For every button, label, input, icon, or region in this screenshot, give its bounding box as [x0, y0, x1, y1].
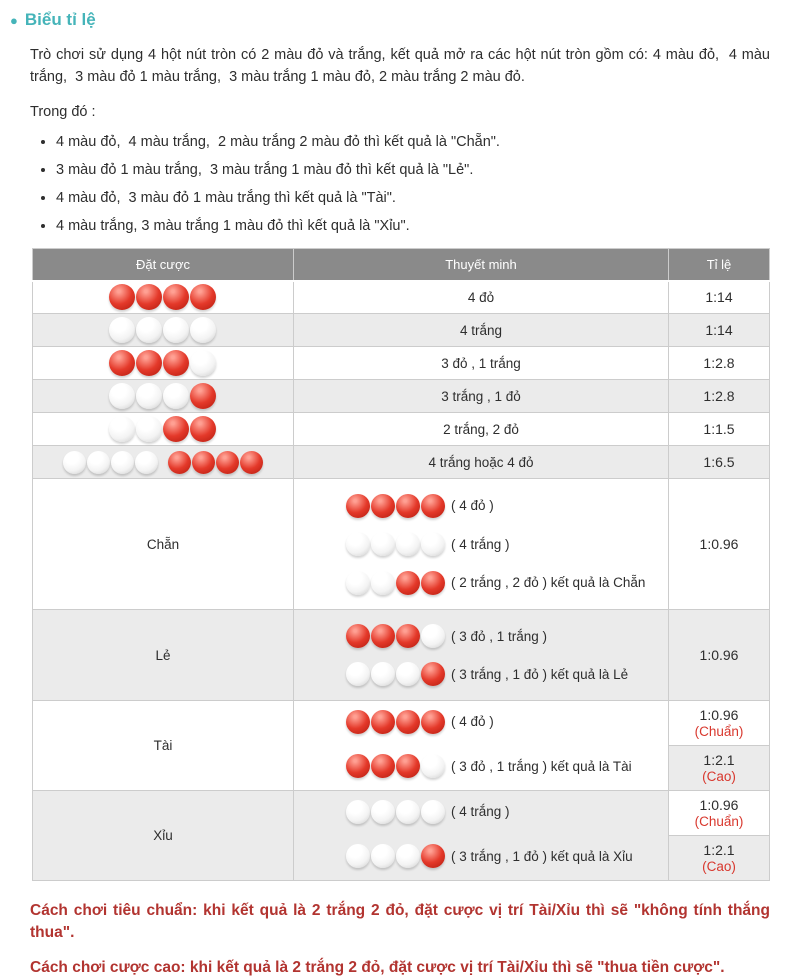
table-row [33, 791, 770, 836]
red-ball-icon [168, 451, 191, 474]
red-ball-icon [421, 571, 445, 595]
red-ball-icon [192, 451, 215, 474]
red-ball-icon [396, 754, 420, 778]
desc-line-text: ( 3 đỏ , 1 trắng ) [451, 628, 548, 644]
desc-line-text: ( 4 đỏ ) [451, 714, 494, 730]
page-title [10, 10, 800, 30]
odds-table [32, 248, 770, 881]
table-row [33, 380, 770, 413]
desc-line [346, 532, 510, 556]
white-ball-icon [135, 451, 158, 474]
white-ball-icon [371, 662, 395, 686]
red-ball-icon [421, 662, 445, 686]
white-ball-icon [111, 451, 134, 474]
bet-label-cell: Lẻ [33, 610, 294, 701]
rate-note: (Chuẩn) [694, 814, 744, 829]
bet-cell [33, 347, 294, 380]
rate-value: 1:2.1 [703, 752, 735, 768]
white-ball-icon [136, 383, 162, 409]
red-ball-icon [346, 494, 370, 518]
rule-item: • 4 màu đỏ, 4 màu trắng, 2 màu trắng 2 màu đỏ thì kết quả là "Chẵn". [56, 133, 770, 151]
rate-cell: 1:2.8 [669, 380, 770, 413]
red-ball-icon [396, 710, 420, 734]
rate-cell: 1:0.96 [669, 610, 770, 701]
desc-line-text: ( 3 trắng , 1 đỏ ) kết quả là Xỉu [451, 848, 633, 864]
white-ball-icon [109, 317, 135, 343]
desc-line [346, 800, 510, 824]
white-ball-icon [163, 383, 189, 409]
white-ball-icon [396, 532, 420, 556]
table-row [33, 610, 770, 701]
rate-cell: 1:1.5 [669, 413, 770, 446]
red-ball-icon [190, 383, 216, 409]
desc-line [346, 662, 628, 686]
white-ball-icon [346, 662, 370, 686]
red-ball-icon [163, 284, 189, 310]
white-ball-icon [396, 662, 420, 686]
bet-label-cell: Chẵn [33, 479, 294, 610]
red-ball-icon [190, 284, 216, 310]
column-header: Tỉ lệ [669, 249, 770, 281]
rules-list [30, 133, 770, 236]
rule-item: • 4 màu trắng, 3 màu trắng 1 màu đỏ thì kết quả là "Xỉu". [56, 217, 770, 235]
desc-line [346, 754, 632, 778]
red-ball-icon [346, 624, 370, 648]
red-ball-icon [346, 754, 370, 778]
rate-value: 1:0.96 [699, 707, 739, 723]
desc-line-text: ( 2 trắng , 2 đỏ ) kết quả là Chẵn [451, 575, 646, 590]
white-ball-icon [371, 800, 395, 824]
rate-cell [669, 836, 770, 881]
desc-cell: 3 đỏ , 1 trắng [294, 347, 669, 380]
desc-cell: 4 trắng [294, 314, 669, 347]
white-ball-icon [421, 800, 445, 824]
desc-line-text: ( 4 đỏ ) [451, 498, 494, 513]
table-row [33, 281, 770, 314]
header-row [33, 249, 770, 281]
bet-cell [33, 281, 294, 314]
red-ball-icon [109, 284, 135, 310]
red-ball-icon [163, 416, 189, 442]
rate-cell: 1:14 [669, 314, 770, 347]
white-ball-icon [371, 844, 395, 868]
red-ball-icon [371, 710, 395, 734]
white-ball-icon [421, 624, 445, 648]
desc-line-text: ( 4 trắng ) [451, 536, 510, 552]
desc-line-text: ( 3 trắng , 1 đỏ ) kết quả là Lẻ [451, 666, 629, 682]
desc-line [346, 624, 547, 648]
desc-lines [294, 610, 668, 700]
intro-paragraph: Trò chơi sử dụng 4 hột nút tròn có 2 màu đỏ và trắng, kết quả mở ra các hột nút tròn gồm có: 4 màu đỏ, 4 màu trắng, 3 màu đỏ 1 màu trắng, 3 màu trắng 1 màu đỏ, 2 màu trắng 2 màu đỏ. [30, 47, 770, 85]
bet-cell [33, 446, 294, 479]
rule-item: • 3 màu đỏ 1 màu trắng, 3 màu trắng 1 màu đỏ thì kết quả là "Lẻ". [56, 161, 770, 179]
red-ball-icon [421, 844, 445, 868]
desc-line-text: ( 4 trắng ) [451, 804, 510, 820]
rate-cell [669, 746, 770, 791]
white-ball-icon [396, 800, 420, 824]
white-ball-icon [346, 571, 370, 595]
red-ball-icon [109, 350, 135, 376]
desc-cell: 3 trắng , 1 đỏ [294, 380, 669, 413]
table-row [33, 314, 770, 347]
red-ball-icon [136, 284, 162, 310]
white-ball-icon [190, 350, 216, 376]
rate-note: (Cao) [702, 769, 736, 784]
odds-table-header [33, 249, 770, 281]
table-row [33, 701, 770, 746]
rate-cell: 1:0.96 [669, 479, 770, 610]
table-row [33, 413, 770, 446]
white-ball-icon [346, 844, 370, 868]
white-ball-icon [163, 317, 189, 343]
bet-label-cell: Xỉu [33, 791, 294, 881]
desc-cell: 4 đỏ [294, 281, 669, 314]
red-ball-icon [396, 624, 420, 648]
white-ball-icon [371, 532, 395, 556]
white-ball-icon [87, 451, 110, 474]
desc-cell [294, 836, 669, 881]
rate-cell: 1:2.8 [669, 347, 770, 380]
rate-note: (Cao) [702, 859, 736, 874]
white-ball-icon [109, 416, 135, 442]
desc-line [346, 494, 494, 518]
red-ball-icon [371, 754, 395, 778]
column-header: Đặt cược [33, 249, 294, 281]
desc-cell [294, 701, 669, 746]
white-ball-icon [190, 317, 216, 343]
desc-cell [294, 610, 669, 701]
white-ball-icon [371, 571, 395, 595]
bet-cell [33, 413, 294, 446]
red-ball-icon [346, 710, 370, 734]
red-ball-icon [371, 624, 395, 648]
footer-note-high: Cách chơi cược cao: khi kết quả là 2 trắng 2 đỏ, đặt cược vị trí Tài/Xỉu thì sẽ "thua tiền cược". [30, 958, 725, 976]
rate-value: 1:2.1 [703, 842, 735, 858]
desc-line [346, 844, 633, 868]
bet-cell [33, 314, 294, 347]
desc-cell [294, 791, 669, 836]
bet-label-cell: Tài [33, 701, 294, 791]
red-ball-icon [396, 571, 420, 595]
desc-cell: 2 trắng, 2 đỏ [294, 413, 669, 446]
red-ball-icon [421, 710, 445, 734]
white-ball-icon [63, 451, 86, 474]
white-ball-icon [136, 317, 162, 343]
desc-cell [294, 479, 669, 610]
red-ball-icon [371, 494, 395, 518]
desc-lines [294, 479, 668, 609]
table-row [33, 347, 770, 380]
red-ball-icon [190, 416, 216, 442]
in-which-label: Trong đó : [30, 103, 96, 120]
desc-line [346, 710, 494, 734]
desc-line [346, 571, 645, 595]
rate-cell [669, 701, 770, 746]
column-header: Thuyết minh [294, 249, 669, 281]
rate-cell [669, 791, 770, 836]
rate-note: (Chuẩn) [694, 724, 744, 739]
white-ball-icon [346, 800, 370, 824]
red-ball-icon [216, 451, 239, 474]
red-ball-icon [163, 350, 189, 376]
white-ball-icon [346, 532, 370, 556]
white-ball-icon [396, 844, 420, 868]
footer-note-standard: Cách chơi tiêu chuẩn: khi kết quả là 2 trắng 2 đỏ, đặt cược vị trí Tài/Xỉu thì sẽ "không tính thắng thua". [30, 902, 770, 942]
rate-value: 1:0.96 [699, 797, 739, 813]
red-ball-icon [396, 494, 420, 518]
page-title-text: Biểu tỉ lệ [24, 10, 96, 29]
white-ball-icon [109, 383, 135, 409]
rule-item: • 4 màu đỏ, 3 màu đỏ 1 màu trắng thì kết quả là "Tài". [56, 189, 770, 207]
red-ball-icon [136, 350, 162, 376]
desc-cell: 4 trắng hoặc 4 đỏ [294, 446, 669, 479]
white-ball-icon [136, 416, 162, 442]
rate-cell: 1:6.5 [669, 446, 770, 479]
page [0, 10, 800, 979]
white-ball-icon [421, 754, 445, 778]
desc-line-text: ( 3 đỏ , 1 trắng ) kết quả là Tài [451, 758, 632, 774]
title-bullet-icon: ● [10, 12, 18, 28]
white-ball-icon [421, 532, 445, 556]
rate-cell: 1:14 [669, 281, 770, 314]
table-row [33, 446, 770, 479]
table-row [33, 479, 770, 610]
bet-cell [33, 380, 294, 413]
red-ball-icon [240, 451, 263, 474]
desc-cell [294, 746, 669, 791]
red-ball-icon [421, 494, 445, 518]
